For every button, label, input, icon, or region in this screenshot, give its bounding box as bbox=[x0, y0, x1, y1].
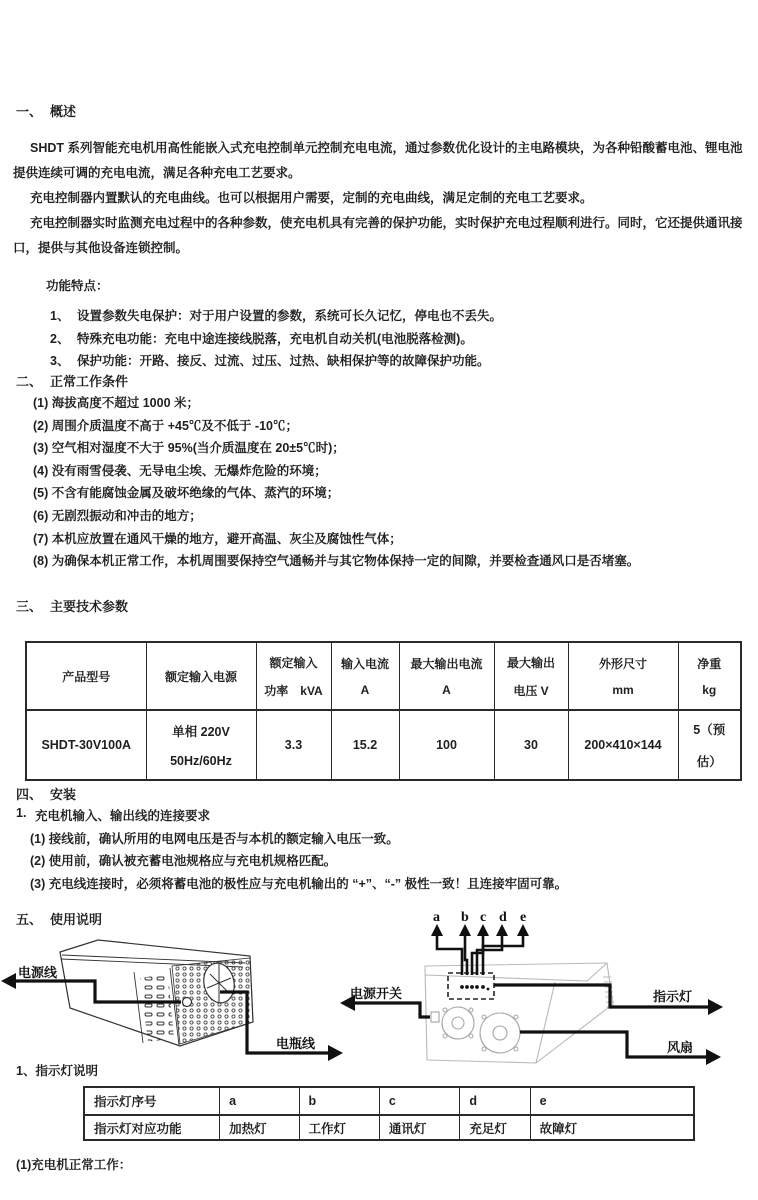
led-label-b: b bbox=[461, 910, 469, 925]
section-title: 主要技术参数 bbox=[50, 599, 129, 614]
power-inlet bbox=[183, 998, 192, 1007]
overview-paragraph: SHDT 系列智能充电机用高性能嵌入式充电控制单元控制充电电流，通过参数优化设计的主电路模块，为各种铅酸蓄电池、锂电池提供连续可调的充电电流，满足各种充电工艺要求。 bbox=[13, 141, 743, 180]
led-callout-arrowheads bbox=[431, 924, 529, 936]
spec-input-power: 3.3 bbox=[256, 710, 331, 780]
spec-input-current: 15.2 bbox=[331, 710, 399, 780]
section-usage-heading bbox=[16, 909, 102, 928]
spec-input-source: 单相 220V 50Hz/60Hz bbox=[146, 710, 256, 780]
section-install-heading bbox=[16, 784, 76, 803]
led-dots bbox=[460, 985, 489, 990]
spec-model: SHDT-30V100A bbox=[26, 710, 146, 780]
section-number: 三、 bbox=[16, 599, 43, 614]
condition-item: (4) 没有雨雪侵袭、无导电尘埃、无爆炸危险的环境； bbox=[33, 463, 327, 478]
install-list bbox=[30, 828, 740, 895]
section-number: 四、 bbox=[16, 787, 43, 802]
charger-body-outline bbox=[425, 963, 615, 1063]
spec-dimensions: 200×410×144 bbox=[568, 710, 678, 780]
indicator-id-row: 指示灯序号 a b c d e bbox=[84, 1087, 694, 1115]
install-subheading: 1. 充电机输入、输出线的连接要求 bbox=[16, 806, 211, 823]
section-overview-heading bbox=[16, 101, 76, 120]
section-specs-heading bbox=[16, 596, 128, 615]
features-heading: 功能特点： bbox=[46, 279, 109, 293]
led-label-e: e bbox=[520, 910, 527, 925]
spec-header-row: 产品型号 额定输入电源 额定输入 功率 kVA 输入电流 A 最大输出电流 A 最大输出 电压 V 外形尺寸 mm 净重 kg bbox=[26, 642, 741, 710]
fan-label: 风扇 bbox=[667, 1040, 694, 1055]
normal-operation-note: (1)充电机正常工作： bbox=[16, 1158, 132, 1172]
install-item: (3) 充电线连接时，必须将蓄电池的极性应与充电机输出的 “+”、“-” 极性一致！且连接牢固可靠。 bbox=[30, 876, 568, 891]
section-title: 安装 bbox=[50, 787, 77, 802]
charger-side-view-diagram bbox=[0, 930, 346, 1070]
charger-front-view-diagram bbox=[340, 905, 758, 1069]
fan-right bbox=[480, 1013, 520, 1053]
indicator-label: 指示灯 bbox=[653, 989, 693, 1004]
led-label-a: a bbox=[433, 910, 440, 925]
condition-item: (8) 为确保本机正常工作，本机周围要保持空气通畅并与其它物体保持一定的间隙，并要检查通风口是否堵塞。 bbox=[33, 554, 640, 569]
indicator-table bbox=[83, 1086, 695, 1141]
fan-left bbox=[442, 1007, 474, 1039]
spec-data-row bbox=[26, 710, 741, 780]
condition-item: (6) 无剧烈振动和冲击的地方； bbox=[33, 508, 202, 523]
install-item: (1) 接线前，确认所用的电网电压是否与本机的额定输入电压一致。 bbox=[30, 832, 399, 846]
power-switch bbox=[431, 1012, 439, 1022]
spec-max-output-current: 100 bbox=[399, 710, 494, 780]
indicator-heading: 1、指示灯说明 bbox=[16, 1064, 98, 1078]
install-item: (2) 使用前，确认被充蓄电池规格应与充电机规格匹配。 bbox=[30, 854, 337, 869]
section-number: 一、 bbox=[16, 104, 43, 119]
spec-weight: 5（预 估） bbox=[678, 710, 741, 780]
condition-item: (5) 不含有能腐蚀金属及破坏绝缘的气体、蒸汽的环境； bbox=[33, 486, 340, 501]
led-callout-lines bbox=[437, 932, 523, 975]
led-label-c: c bbox=[480, 910, 487, 925]
section-title: 概述 bbox=[50, 104, 77, 119]
condition-item: (1) 海拔高度不超过 1000 米； bbox=[33, 396, 200, 410]
battery-cable-label: 电瓶线 bbox=[276, 1036, 316, 1051]
condition-item: (3) 空气相对湿度不大于 95%(当介质温度在 20±5℃时)； bbox=[33, 441, 345, 456]
power-switch-label: 电源开关 bbox=[350, 986, 403, 1001]
power-cord-label: 电源线 bbox=[18, 965, 58, 980]
spec-max-output-voltage: 30 bbox=[494, 710, 568, 780]
conditions-list bbox=[33, 392, 743, 573]
condition-item: (2) 周围介质温度不高于 +45℃及不低于 -10℃； bbox=[33, 418, 298, 433]
section-number: 五、 bbox=[16, 912, 43, 927]
feature-item: 1、 设置参数失电保护：对于用户设置的参数，系统可长久记忆，停电也不丢失。 bbox=[50, 309, 503, 323]
section-number: 二、 bbox=[16, 374, 43, 389]
section-conditions-heading bbox=[16, 371, 128, 390]
led-label-d: d bbox=[499, 910, 507, 925]
overview-paragraph: 充电控制器实时监测充电过程中的各种参数，使充电机具有完善的保护功能，实时保护充电过程顺利进行。同时，它还提供通讯接口，提供与其他设备连锁控制。 bbox=[13, 216, 743, 255]
indicator-function-row: 指示灯对应功能 加热灯 工作灯 通讯灯 充足灯 故障灯 bbox=[84, 1115, 694, 1140]
section-title: 正常工作条件 bbox=[50, 374, 129, 389]
feature-item: 2、 特殊充电功能：充电中途连接线脱落，充电机自动关机(电池脱落检测)。 bbox=[50, 332, 473, 346]
spec-table bbox=[25, 641, 742, 781]
section-title: 使用说明 bbox=[50, 912, 103, 927]
feature-item: 3、 保护功能：开路、接反、过流、过压、过热、缺相保护等的故障保护功能。 bbox=[50, 354, 490, 368]
overview-paragraph: 充电控制器内置默认的充电曲线。也可以根据用户需要，定制的充电曲线，满足定制的充电工艺要求。 bbox=[30, 191, 593, 205]
condition-item: (7) 本机应放置在通风干燥的地方，避开高温、灰尘及腐蚀性气体； bbox=[33, 531, 402, 546]
